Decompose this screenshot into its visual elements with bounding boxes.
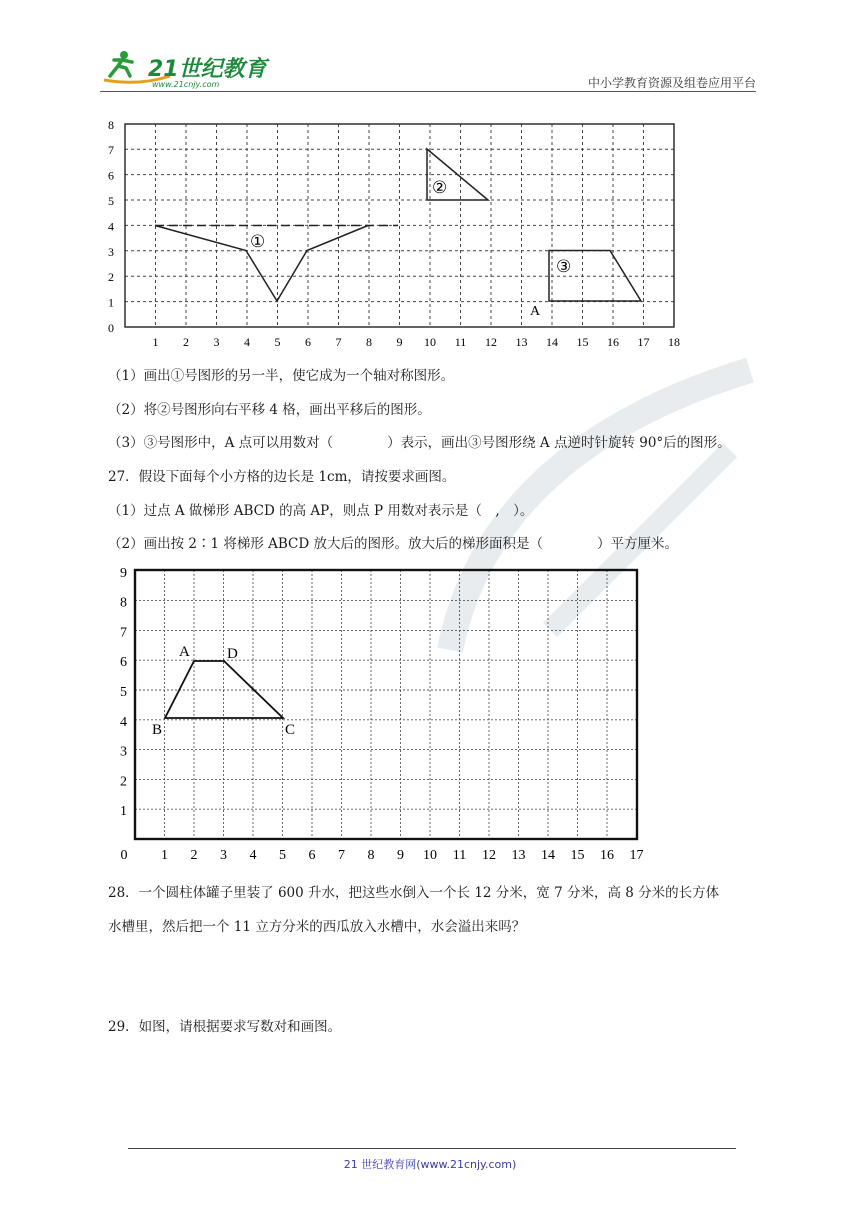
y-tick-label: 9 xyxy=(120,565,127,581)
x-tick-label: 9 xyxy=(396,335,403,349)
grid-border xyxy=(135,570,637,839)
q26-part3: （3）③号图形中，A 点可以用数对（ ）表示，画出③号图形绕 A 点逆时针旋转 90°后的图形。 xyxy=(108,435,731,451)
q28-line2: 水槽里，然后把一个 11 立方分米的西瓜放入水槽中，水会溢出来吗？ xyxy=(108,919,526,935)
y-tick-label: 4 xyxy=(108,219,114,234)
x-tick-label: 10 xyxy=(423,848,437,863)
x-tick-label: 9 xyxy=(397,848,404,863)
point-a-label: A xyxy=(530,304,541,319)
x-tick-label: 13 xyxy=(515,335,528,349)
grid-lines xyxy=(125,124,674,327)
x-tick-label: 4 xyxy=(249,848,257,863)
y-tick-label: 0 xyxy=(108,321,114,335)
y-tick-label: 3 xyxy=(108,244,114,259)
x-tick-label: 1 xyxy=(161,848,168,863)
x-tick-label: 3 xyxy=(213,335,220,349)
x-tick-label: 11 xyxy=(452,848,467,863)
x-tick-label: 11 xyxy=(454,335,467,349)
x-tick-label: 15 xyxy=(570,848,585,863)
x-tick-label: 8 xyxy=(366,335,372,349)
y-tick-label: 1 xyxy=(120,804,127,820)
x-tick-label: 0 xyxy=(120,848,128,863)
x-axis-ticks xyxy=(121,848,644,863)
grid-lines xyxy=(135,570,637,839)
footer-text: 21 世纪教育网(www.21cnjy.com) xyxy=(343,1158,517,1171)
x-tick-label: 7 xyxy=(338,848,345,863)
trapezoid-abcd xyxy=(165,661,283,718)
x-tick-label: 12 xyxy=(485,335,497,349)
point-d-label: D xyxy=(227,646,238,662)
coordinate-grid-2 xyxy=(110,563,650,868)
point-c-label: C xyxy=(285,722,296,738)
logo-url: www.21cnjy.com xyxy=(152,80,220,89)
point-a-label: A xyxy=(179,644,190,660)
x-tick-label: 5 xyxy=(279,848,286,863)
q28-line1: 28．一个圆柱体罐子里装了 600 升水，把这些水倒入一个长 12 分米，宽 7 分米，高 8 分米的长方体 xyxy=(108,885,720,901)
q29-stem: 29．如图，请根据要求写数对和画图。 xyxy=(108,1019,342,1035)
header-platform-text: 中小学教育资源及组卷应用平台 xyxy=(587,76,756,90)
logo-text: 21世纪教育 xyxy=(148,57,267,82)
x-tick-label: 2 xyxy=(183,335,189,349)
y-tick-label: 8 xyxy=(108,117,114,132)
y-tick-label: 8 xyxy=(120,595,127,611)
header-divider xyxy=(100,91,756,92)
y-tick-label: 1 xyxy=(108,295,114,310)
x-tick-label: 17 xyxy=(637,335,650,349)
shape-3-label: ③ xyxy=(556,257,572,276)
x-tick-label: 18 xyxy=(668,335,680,349)
y-tick-label: 7 xyxy=(120,625,127,641)
q26-part1: （1）画出①号图形的另一半，使它成为一个轴对称图形。 xyxy=(108,368,455,384)
q27-part2: （2）画出按 2∶1 将梯形 ABCD 放大后的图形。放大后的梯形面积是（ ）平方厘米。 xyxy=(108,536,679,552)
shape-2-label: ② xyxy=(432,178,448,197)
x-tick-label: 10 xyxy=(424,335,436,349)
y-tick-label: 5 xyxy=(108,194,114,208)
x-tick-label: 15 xyxy=(576,335,589,349)
x-tick-label: 17 xyxy=(629,848,644,863)
y-tick-label: 2 xyxy=(108,270,114,285)
y-axis-ticks xyxy=(120,566,127,819)
x-tick-label: 12 xyxy=(482,848,496,863)
x-tick-label: 14 xyxy=(541,848,555,863)
x-tick-label: 13 xyxy=(511,848,526,863)
q27-part1: （1）过点 A 做梯形 ABCD 的高 AP，则点 P 用数对表示是（ , ）。 xyxy=(108,503,534,519)
x-tick-label: 5 xyxy=(274,335,281,349)
coordinate-grid-1 xyxy=(100,116,700,352)
site-logo xyxy=(100,46,280,92)
y-tick-label: 7 xyxy=(108,143,114,158)
x-tick-label: 16 xyxy=(607,335,619,349)
x-tick-label: 3 xyxy=(220,848,227,863)
x-tick-label: 2 xyxy=(190,848,198,863)
q26-part2: （2）将②号图形向右平移 4 格，画出平移后的图形。 xyxy=(108,402,431,418)
point-b-label: B xyxy=(152,722,163,738)
y-tick-label: 6 xyxy=(108,168,114,183)
footer-divider xyxy=(128,1148,736,1149)
q27-stem: 27．假设下面每个小方格的边长是 1cm，请按要求画图。 xyxy=(108,469,456,485)
y-tick-label: 4 xyxy=(120,714,127,730)
y-tick-label: 5 xyxy=(120,685,127,700)
x-tick-label: 16 xyxy=(600,848,614,863)
x-tick-label: 14 xyxy=(546,335,558,349)
x-axis-ticks xyxy=(153,335,681,349)
shape-1-label: ① xyxy=(250,232,266,251)
x-tick-label: 8 xyxy=(367,848,375,863)
y-axis-ticks xyxy=(108,118,114,335)
x-tick-label: 6 xyxy=(308,848,316,863)
y-tick-label: 2 xyxy=(120,774,127,790)
y-tick-label: 3 xyxy=(120,744,127,760)
x-tick-label: 4 xyxy=(244,335,250,349)
x-tick-label: 1 xyxy=(152,335,159,349)
x-tick-label: 6 xyxy=(305,335,311,349)
y-tick-label: 6 xyxy=(120,655,127,671)
x-tick-label: 7 xyxy=(335,335,342,349)
